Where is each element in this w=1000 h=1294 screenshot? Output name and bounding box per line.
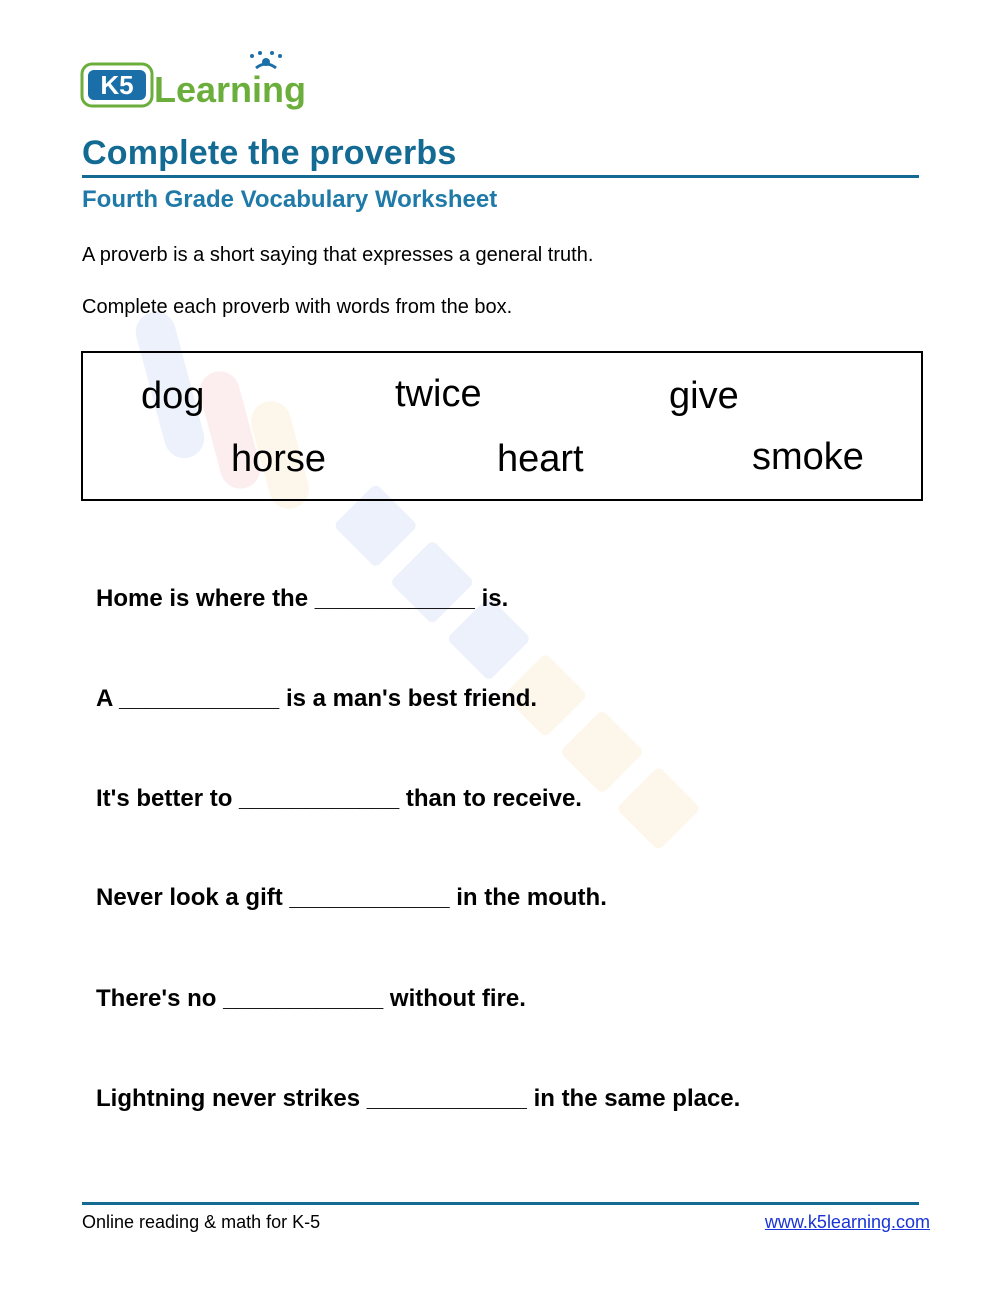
proverb-question-2: A ____________ is a man's best friend. xyxy=(96,685,538,712)
page-title: Complete the proverbs xyxy=(82,134,457,172)
k5-learning-logo xyxy=(80,50,320,112)
svg-text:Learning: Learning xyxy=(154,69,307,110)
footer-website-link[interactable]: www.k5learning.com xyxy=(764,1212,930,1232)
word-bank-item: twice xyxy=(395,373,482,415)
word-bank-item: smoke xyxy=(752,436,864,478)
word-bank-item: give xyxy=(669,375,739,417)
word-bank-box xyxy=(81,351,923,501)
svg-text:K5: K5 xyxy=(100,70,134,100)
word-bank-item: heart xyxy=(497,438,584,480)
proverb-question-4: Never look a gift ____________ in the mouth. xyxy=(96,884,607,911)
word-bank-item: dog xyxy=(141,375,205,417)
footer-divider xyxy=(82,1202,919,1205)
proverb-question-5: There's no ____________ without fire. xyxy=(96,985,526,1012)
title-divider xyxy=(82,175,919,178)
footer-tagline: Online reading & math for K-5 xyxy=(82,1212,321,1232)
instruction-text: Complete each proverb with words from the box. xyxy=(82,296,513,318)
proverb-question-1: Home is where the ____________ is. xyxy=(96,585,509,612)
page-subtitle: Fourth Grade Vocabulary Worksheet xyxy=(82,186,498,213)
proverb-question-3: It's better to ____________ than to receive. xyxy=(96,785,582,812)
proverb-question-6: Lightning never strikes ____________ in the same place. xyxy=(96,1085,741,1112)
word-bank-item: horse xyxy=(231,438,327,480)
definition-text: A proverb is a short saying that expresses a general truth. xyxy=(82,244,594,266)
